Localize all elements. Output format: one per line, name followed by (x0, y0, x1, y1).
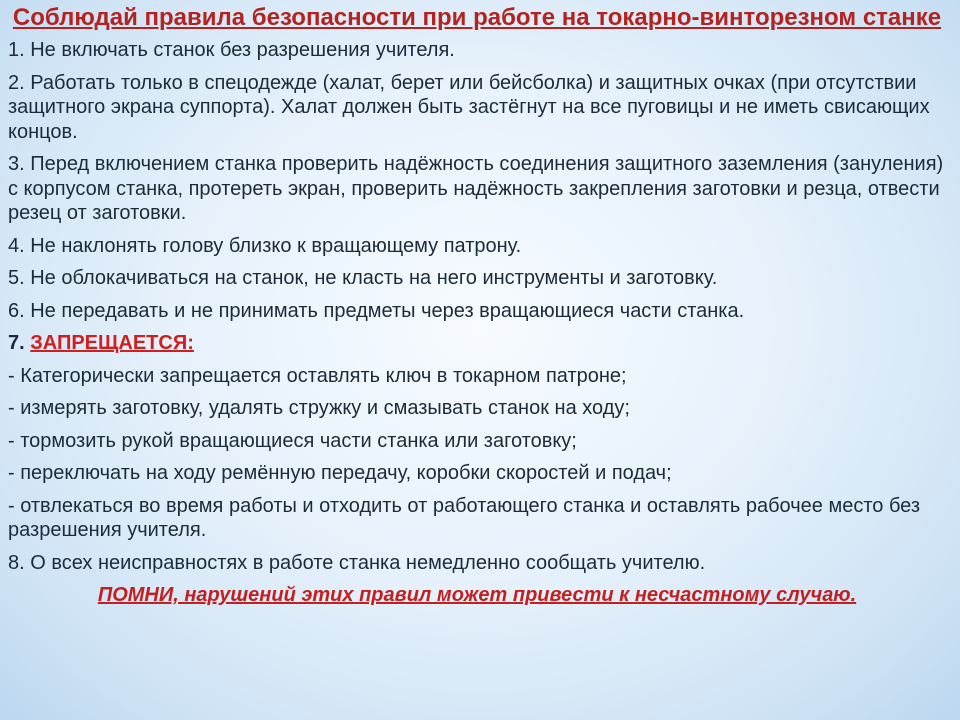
forbidden-item: - тормозить рукой вращающиеся части станка или заготовку; (8, 429, 577, 452)
warning-footer: ПОМНИ, нарушений этих правил может привести к несчастному случаю. (97, 584, 857, 606)
forbidden-item: - Категорически запрещается оставлять ключ в токарном патроне; (8, 364, 627, 387)
rule-7-number: 7. (8, 332, 25, 354)
page-title: Соблюдай правила безопасности при работе на токарно-винторезном станке (12, 4, 942, 31)
forbidden-item: - измерять заготовку, удалять стружку и смазывать станок на ходу; (8, 397, 630, 419)
rule-4: 4. Не наклонять голову близко к вращающему патрону. (8, 234, 522, 257)
rule-5: 5. Не облокачиваться на станок, не класть на него инструменты и заготовку. (8, 267, 718, 289)
rule-1: 1. Не включать станок без разрешения учителя. (8, 39, 455, 61)
forbidden-item: - переключать на ходу ремённую передачу, коробки скоростей и подач; (8, 462, 672, 484)
rule-3: 3. Перед включением станка проверить надёжность соединения защитного заземления (зануления) с корпусом станка, протереть экран, проверить надёжность закрепления заготовки и резца, отвести резец от заготовки. (8, 153, 944, 224)
rule-8: 8. О всех неисправностях в работе станка немедленно сообщать учителю. (8, 551, 706, 574)
forbidden-label: ЗАПРЕЩАЕТСЯ: (30, 332, 194, 354)
rule-2: 2. Работать только в спецодежде (халат, берет или бейсболка) и защитных очках (при отсутствии защитного экрана суппорта). Халат должен быть застёгнут на все пуговицы и не иметь свисающих концов. (8, 71, 930, 143)
rule-7-forbidden-heading (8, 331, 946, 356)
forbidden-item: - отвлекаться во время работы и отходить от работающего станка и оставлять рабочее место без разрешения учителя. (8, 494, 921, 541)
rules-list (8, 38, 946, 575)
rule-6: 6. Не передавать и не принимать предметы через вращающиеся части станка. (8, 299, 745, 322)
